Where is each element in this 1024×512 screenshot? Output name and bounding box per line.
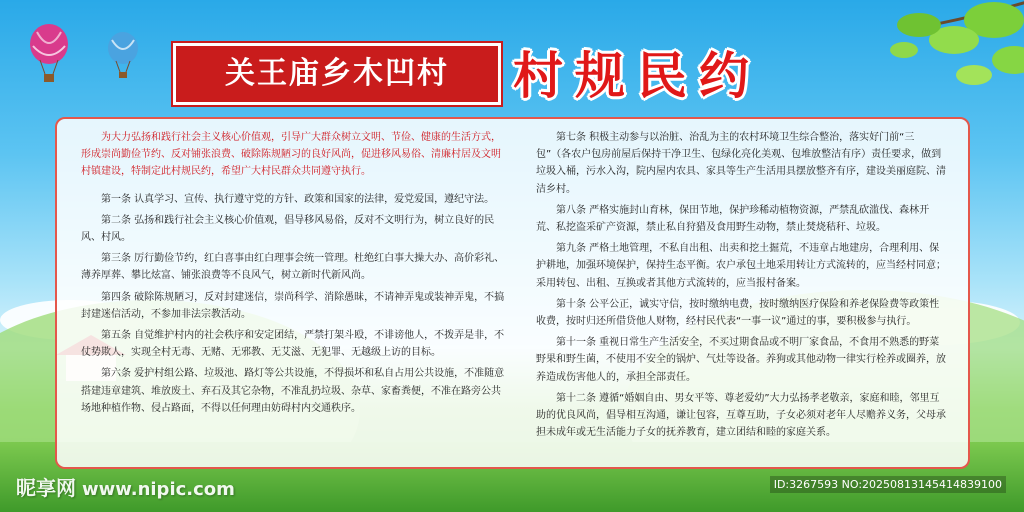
rule-item: 第一条 认真学习、宣传、执行遵守党的方针、政策和国家的法律，爱党爱国，遵纪守法。 xyxy=(101,193,495,205)
image-id-label: ID:3267593 NO:20250813145414839100 xyxy=(770,476,1006,493)
intro-paragraph: 为大力弘扬和践行社会主义核心价值观，引导广大群众树立文明、节俭、健康的生活方式，形成崇尚勤俭节约、反对铺张浪费、破除陈规陋习的良好风尚，促进移风易俗、清廉村居及文明村镇建设，特制定此村规民约，希望广大村民群众共同遵守执行。 xyxy=(81,132,501,178)
tree-leaves-icon xyxy=(844,0,1024,110)
rule-item: 第二条 弘扬和践行社会主义核心价值观，倡导移风易俗，反对不文明行为，树立良好的民风、村风。 xyxy=(81,214,495,244)
hot-air-balloon-icon xyxy=(28,24,70,84)
site-watermark xyxy=(16,472,235,501)
rule-item: 第十二条 遵循“婚姻自由、男女平等、尊老爱幼”大力弘扬孝老敬亲，家庭和睦，邻里互助的优良风尚，倡导相互沟通，谦让包容，互尊互助，子女必须对老年人尽赡养义务，父母承担未成年或无生活能力子女的抚养教育，建立团结和睦的家庭关系。 xyxy=(536,392,946,439)
rule-item: 第十一条 重视日常生产生活安全，不买过期食品或不明厂家食品，不食用不熟悉的野菜野果和野生菌，不使用不安全的锅炉、气灶等设备。养狗或其他动物一律实行栓养或圈养，放养造成伤害他人的，承担全部责任。 xyxy=(536,337,946,383)
rule-item: 第九条 严格土地管理，不私自出租、出卖和挖土掘荒，不违章占地建房，合理利用、保护耕地，加强环境保护，保持生态平衡。农户承包土地采用转让方式流转的，应当经村同意；采用转包、出租、互换或者其他方式流转的，应当报村备案。 xyxy=(536,243,946,289)
village-name-banner xyxy=(173,43,501,105)
rule-item: 第七条 积极主动参与以治脏、治乱为主的农村环境卫生综合整治，落实好门前“三包”（各农户包房前屋后保持干净卫生、包绿化亮化美观、包堆放整洁有序）责任要求，做到垃圾入桶，污水入沟，院内屋内农具、家具等生产生活用具摆放整齐有序，建设美丽庭院、清洁乡村。 xyxy=(536,132,946,195)
rules-panel xyxy=(55,117,970,469)
hot-air-balloon-icon xyxy=(106,32,140,80)
watermark-url: www.nipic.com xyxy=(82,479,235,500)
rule-item: 第八条 严格实施封山育林，保田节地，保护珍稀动植物资源，严禁乱砍滥伐、森林开荒、私挖盗采矿产资源，禁止私自狩猎及食用野生动物，禁止焚烧秸秆、垃圾。 xyxy=(536,204,930,234)
village-name: 关王庙乡木凹村 xyxy=(225,56,449,91)
rule-item: 第四条 破除陈规陋习，反对封建迷信，崇尚科学、消除愚昧，不请神弄鬼或装神弄鬼，不搞封建迷信活动，不参加非法宗教活动。 xyxy=(81,291,505,320)
rules-left-column xyxy=(81,129,507,421)
rule-item: 第六条 爱护村组公路、垃圾池、路灯等公共设施，不得损坏和私自占用公共设施，不准随意搭建违章建筑、堆放废土、弃石及其它杂物，不准乱扔垃圾、杂草、家畜粪便，不准在路旁公共场地种植作物、侵占路面，不得以任何理由妨碍村内交通秩序。 xyxy=(81,368,505,414)
rules-right-column xyxy=(536,129,946,445)
rule-item: 第五条 自觉维护村内的社会秩序和安定团结，严禁打架斗殴，不诽谤他人，不拨弄是非，不仗势欺人，实现全村无毒、无赌、无邪教、无艾滋、无犯罪、无越级上访的目标。 xyxy=(81,330,505,359)
watermark-logo-text: 昵享网 xyxy=(16,476,76,500)
rule-item: 第三条 厉行勤俭节约，红白喜事由红白理事会统一管理。杜绝红白事大操大办、高价彩礼、薄养厚葬、攀比炫富、铺张浪费等不良风气，树立新时代新风尚。 xyxy=(81,253,505,282)
page-title: 村规民约 xyxy=(513,46,761,105)
rule-item: 第十条 公平公正，诚实守信，按时缴纳电费，按时缴纳医疗保险和养老保险费等政策性收费，按时归还所借贷他人财物，经村民代表“一事一议”通过的事，要积极参与执行。 xyxy=(536,298,940,328)
